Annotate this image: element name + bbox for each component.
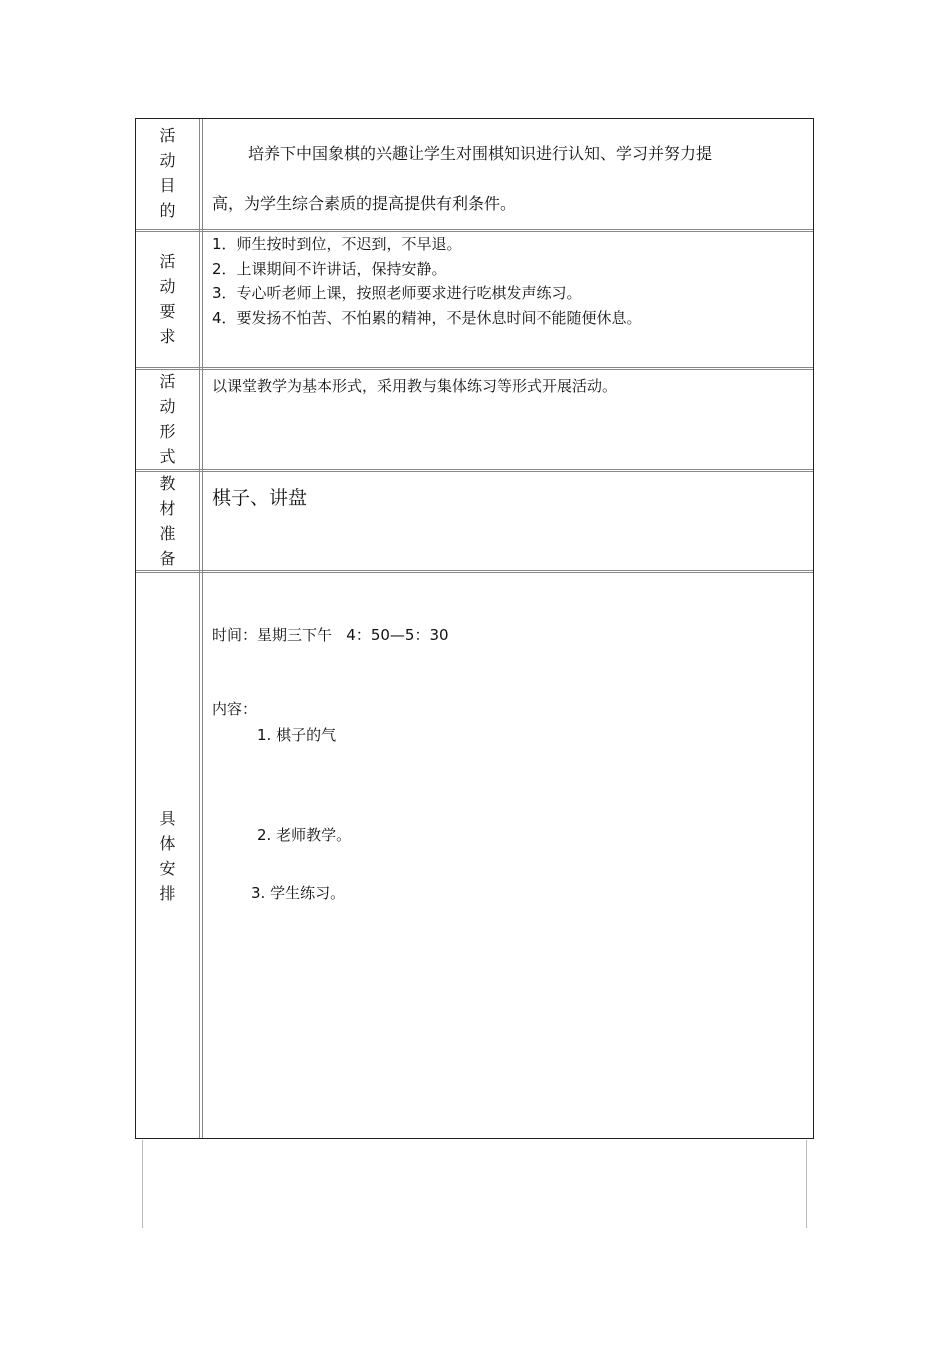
form-label-char: 式 (159, 447, 176, 466)
requirements-label (136, 249, 199, 349)
requirement-item: 1．师生按时到位，不迟到，不早退。 (212, 235, 462, 253)
materials-label-char: 备 (159, 549, 176, 568)
form-text: 以课堂教学为基本形式，采用教与集体练习等形式开展活动。 (212, 377, 618, 395)
requirements-label-char: 活 (159, 252, 176, 271)
column-divider (199, 119, 203, 1138)
row-divider (136, 367, 813, 370)
goal-line-1: 培养下中国象棋的兴趣让学生对围棋知识进行认知、学习并努力提 (248, 144, 713, 163)
goal-label-char: 活 (159, 126, 176, 145)
form-label (136, 369, 199, 469)
schedule-content-label: 内容： (212, 700, 258, 718)
requirements-label-char: 要 (159, 302, 176, 321)
materials-label-char: 材 (159, 499, 176, 518)
schedule-label-char: 安 (159, 859, 176, 878)
goal-label-char: 的 (159, 201, 176, 220)
materials-label (136, 471, 199, 571)
schedule-item: 3. 学生练习。 (251, 884, 346, 902)
requirement-item: 2．上课期间不许讲话，保持安静。 (212, 259, 447, 278)
materials-text: 棋子、讲盘 (212, 487, 308, 509)
schedule-item: 2. 老师教学。 (257, 826, 352, 844)
schedule-item: 1. 棋子的气 (257, 726, 337, 744)
continuation-border-left (142, 1140, 143, 1228)
activity-plan-table (135, 118, 814, 1139)
row-divider (136, 570, 813, 573)
requirements-label-char: 求 (159, 327, 176, 346)
form-label-char: 活 (159, 372, 176, 391)
form-label-char: 形 (159, 422, 176, 441)
requirements-list (212, 232, 803, 330)
schedule-time: 时间：星期三下午 4：50—5：30 (212, 626, 449, 644)
requirement-item: 3．专心听老师上课，按照老师要求进行吃棋发声练习。 (212, 284, 582, 302)
goal-line-2: 高，为学生综合素质的提高提供有利条件。 (212, 194, 517, 213)
schedule-label-char: 体 (159, 834, 176, 853)
goal-label-char: 目 (159, 176, 176, 195)
materials-label-char: 准 (159, 524, 176, 543)
goal-label-char: 动 (159, 151, 176, 170)
row-divider (136, 469, 813, 472)
schedule-label (136, 806, 199, 906)
continuation-border-right (806, 1140, 807, 1228)
goal-label (136, 123, 199, 223)
schedule-label-char: 排 (159, 884, 176, 903)
requirement-item: 4．要发扬不怕苦、不怕累的精神，不是休息时间不能随便休息。 (212, 308, 642, 327)
form-label-char: 动 (159, 397, 176, 416)
requirements-label-char: 动 (159, 277, 176, 296)
materials-label-char: 教 (159, 474, 176, 493)
schedule-label-char: 具 (159, 809, 176, 828)
